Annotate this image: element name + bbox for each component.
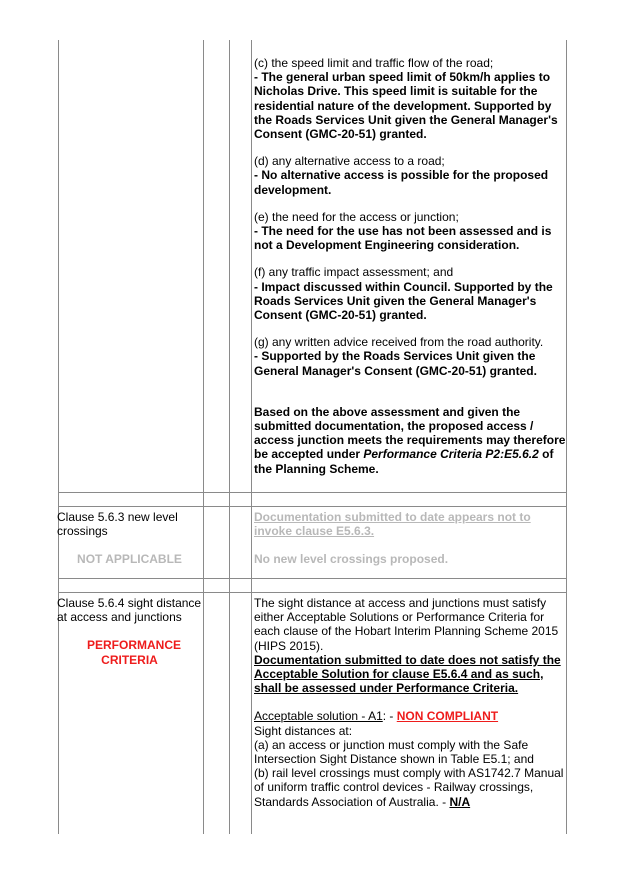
row-rule	[58, 506, 567, 507]
a1-item-b-text: (b) rail level crossings must comply with AS1742.7 Manual of uniform traffic control devices - Railway crossings, Standards Association of Australia. -	[254, 766, 564, 809]
conclusion-criteria: Performance Criteria P2:E5.6.2	[363, 447, 539, 462]
table-border-right	[566, 40, 567, 834]
table-divider-1	[203, 40, 204, 834]
clause-564-intro: The sight distance at access and junctions must satisfy either Acceptable Solutions or Performance Criteria for each clause of the Hobart Interim Planning Scheme 2015 (HIPS 2015).	[254, 596, 559, 653]
clause-563-title: Clause 5.6.3 new level crossings	[57, 510, 178, 539]
item-e-question: (e) the need for the access or junction;	[254, 209, 459, 224]
item-f-answer: - Impact discussed within Council. Supported by the Roads Services Unit given the General Manager's Consent (GMC-20-51) granted.	[254, 279, 553, 323]
a1-item-a: (a) an access or junction must comply with the Safe Intersection Sight Distance shown in Table E5.1; and	[254, 737, 534, 767]
table-divider-2	[229, 40, 230, 834]
row-rule	[58, 492, 567, 493]
clause-564-cell	[57, 596, 202, 667]
clause-563-documentation: Documentation submitted to date appears not to invoke clause E5.6.3.	[254, 510, 531, 539]
item-d-answer: - No alternative access is possible for the proposed development.	[254, 168, 549, 197]
clause-564-title: Clause 5.6.4 sight distance at access and junctions	[57, 596, 202, 625]
item-c-question: (c) the speed limit and traffic flow of the road;	[254, 56, 494, 70]
a1-label: Acceptable solution - A1	[254, 709, 383, 724]
a1-line	[254, 709, 566, 723]
item-f-question: (f) any traffic impact assessment; and	[254, 265, 454, 280]
a1-status: NON COMPLIANT	[396, 709, 499, 724]
a1-separator: : -	[382, 709, 397, 724]
table-divider-3	[251, 40, 252, 834]
a1-item-b-status: N/A	[449, 794, 471, 809]
assessment-conclusion	[254, 405, 566, 476]
clause-564-assessment	[254, 596, 566, 809]
clause-563-note: No new level crossings proposed.	[254, 552, 449, 567]
row-rule	[58, 592, 567, 593]
row-rule	[58, 578, 567, 579]
item-g-question: (g) any written advice received from the road authority.	[254, 335, 544, 350]
a1-heading: Sight distances at:	[254, 723, 353, 738]
clause-563-cell	[57, 510, 202, 567]
a1-item-b	[254, 766, 566, 809]
clause-564-status-badge: PERFORMANCE CRITERIA	[87, 638, 182, 667]
item-d-question: (d) any alternative access to a road;	[254, 154, 445, 169]
table-border-left	[58, 40, 59, 834]
conclusion-suffix: of the Planning Scheme.	[254, 447, 554, 476]
clause-563-assessment	[254, 510, 566, 567]
clause-563-status-badge: NOT APPLICABLE	[77, 552, 182, 567]
item-g-answer: - Supported by the Roads Services Unit given the General Manager's Consent (GMC-20-51) granted.	[254, 349, 537, 378]
assessment-list	[254, 56, 566, 476]
conclusion-prefix: Based on the above assessment and given the submitted documentation, the proposed access / access junction meets the requirements may therefore be accepted under	[254, 404, 566, 462]
item-e-answer: - The need for the use has not been assessed and is not a Development Engineering consideration.	[254, 224, 552, 253]
item-c-answer: - The general urban speed limit of 50km/h applies to Nicholas Drive. This speed limit is suitable for the residential nature of the development. Supported by the Roads Services Unit given the General Manager's Consent (GMC-20-51) granted.	[254, 70, 558, 142]
clause-564-documentation: Documentation submitted to date does not satisfy the Acceptable Solution for clause E5.6.4 and as such, shall be assessed under Performance Criteria.	[254, 652, 561, 696]
